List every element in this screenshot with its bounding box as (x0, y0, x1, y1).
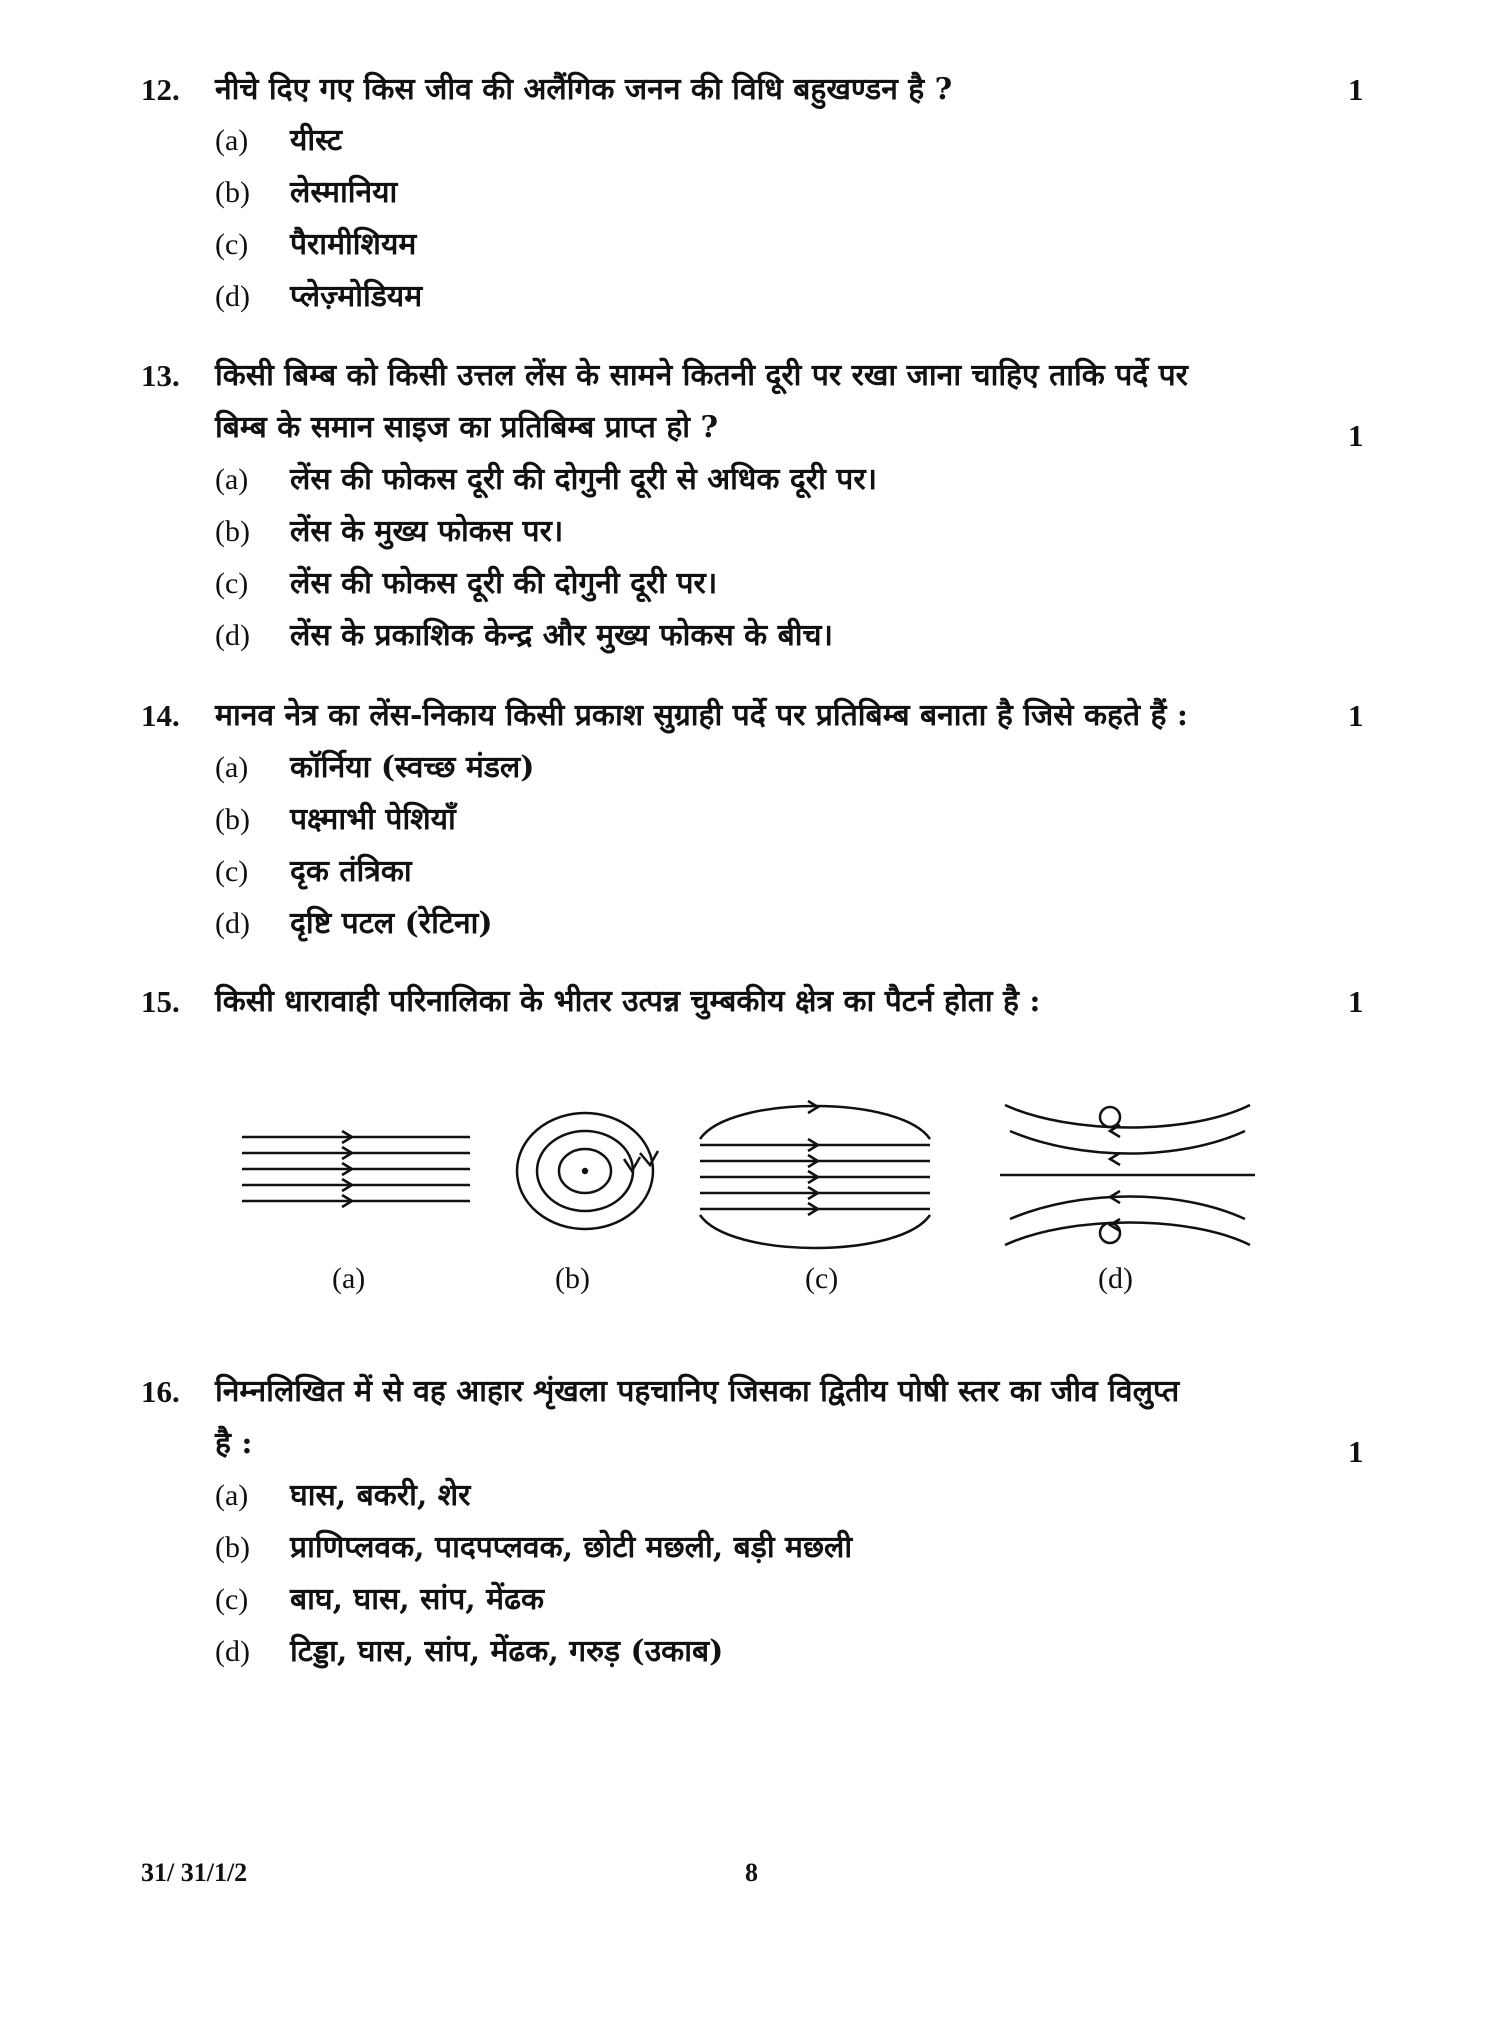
question-text-line2: बिम्ब के समान साइज का प्रतिबिम्ब प्राप्त हो ? (215, 410, 719, 445)
question-number: 15. (141, 984, 180, 1019)
question-text-line1: किसी बिम्ब को किसी उत्तल लेंस के सामने कितनी दूरी पर रखा जाना चाहिए ताकि पर्दे पर (215, 358, 1188, 393)
question-number: 12. (141, 72, 180, 107)
question-number: 13. (141, 358, 180, 393)
page-number: 8 (745, 1858, 758, 1887)
figure-b-concentric-circles (517, 1113, 658, 1229)
question-text: नीचे दिए गए किस जीव की अलैंगिक जनन की विधि बहुखण्डन है ? (215, 72, 953, 107)
question-number: 16. (141, 1374, 180, 1409)
marks: 1 (1348, 418, 1364, 453)
question-text-line1: निम्नलिखित में से वह आहार शृंखला पहचानिए जिसका द्वितीय पोषी स्तर का जीव विलुप्त (215, 1374, 1180, 1409)
paper-code: 31/ 31/1/2 (141, 1858, 248, 1887)
question-number: 14. (141, 698, 180, 733)
marks: 1 (1348, 698, 1364, 733)
figure-label-d: (d) (1098, 1262, 1133, 1295)
figure-label-a: (a) (332, 1262, 366, 1295)
question-text-line2: है : (215, 1426, 253, 1461)
question-text: मानव नेत्र का लेंस-निकाय किसी प्रकाश सुग्राही पर्दे पर प्रतिबिम्ब बनाता है जिसे कहते हैं : (215, 698, 1188, 733)
figure-a-parallel-lines (242, 1131, 470, 1207)
figure-label-b: (b) (555, 1262, 590, 1295)
figure-c-solenoid-field (700, 1101, 930, 1248)
marks: 1 (1348, 984, 1364, 1019)
magnetic-field-figure (230, 1075, 1270, 1255)
marks: 1 (1348, 1434, 1364, 1469)
marks: 1 (1348, 72, 1364, 107)
question-text: किसी धारावाही परिनालिका के भीतर उत्पन्न चुम्बकीय क्षेत्र का पैटर्न होता है : (215, 984, 1041, 1019)
figure-d-repelling-field (1000, 1105, 1255, 1245)
figure-label-c: (c) (805, 1262, 839, 1295)
